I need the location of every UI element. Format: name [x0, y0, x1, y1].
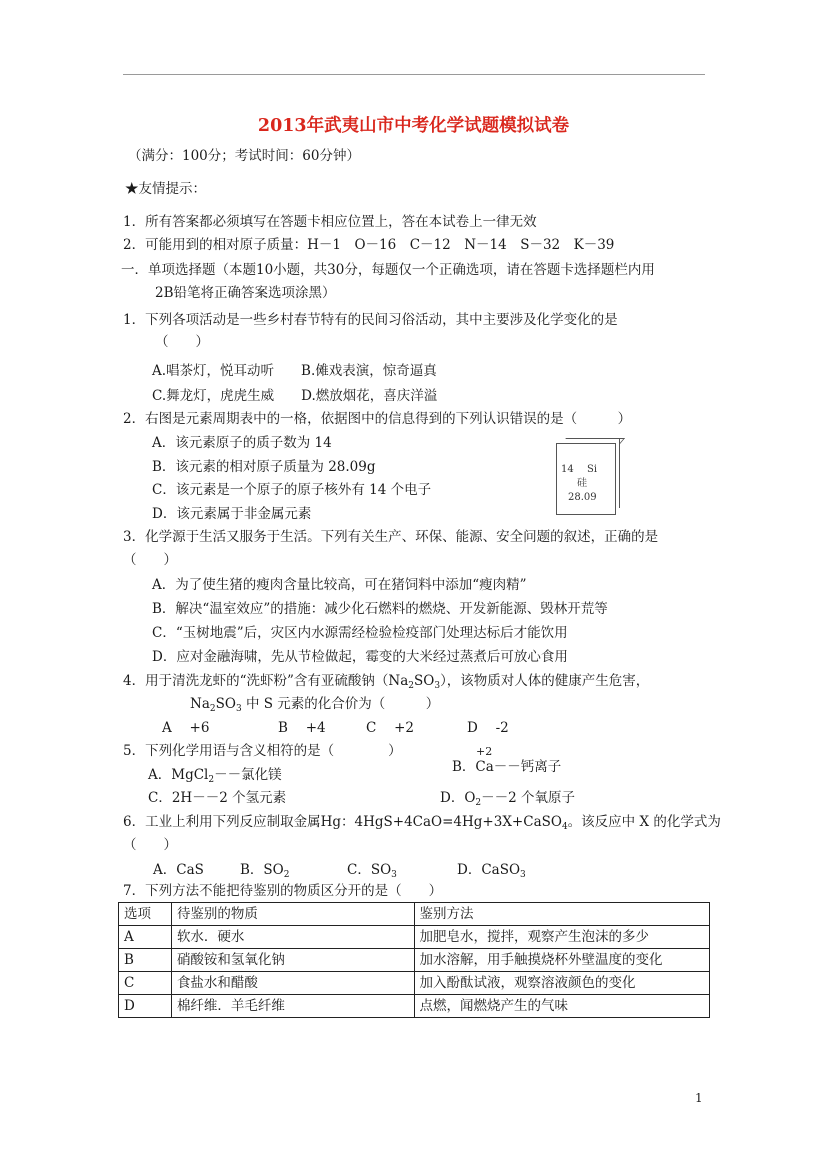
row-substances: 食盐水和醋酸: [171, 972, 414, 995]
row-option: D: [119, 995, 172, 1018]
q3-option-a: A．为了使生猪的瘦肉含量比较高，可在猪饲料中添加“瘦肉精”: [152, 577, 527, 593]
row-option: B: [119, 949, 172, 972]
q5-stem: 5．下列化学用语与含义相符的是（ ）: [123, 743, 402, 759]
header-option: 选项: [119, 903, 172, 926]
header-method: 鉴别方法: [414, 903, 709, 926]
q3-option-d: D．应对金融海啸，先从节检做起，霉变的大米经过蒸煮后可放心食用: [152, 649, 568, 665]
element-name: 硅: [577, 478, 587, 489]
q6-stem: 6．工业上利用下列反应制取金属Hg：4HgS+4CaO=4Hg+3X+CaSO$_4$。该反应中 X 的化学式为: [123, 814, 721, 832]
q2-option-d: D．该元素属于非金属元素: [152, 506, 312, 522]
tip-1: 1．所有答案都必须填写在答题卡相应位置上，答在本试卷上一律无效: [123, 214, 537, 230]
q6-option-c: C．$SO_3$: [347, 862, 397, 880]
tip-2: 2．可能用到的相对原子质量：H－1 O－16 C－12 N－14 S－32 K－39: [123, 237, 615, 253]
q2-option-b: B．该元素的相对原子质量为 28.09g: [152, 459, 376, 475]
q5-option-c: C．2H－－2 个氢元素: [148, 790, 287, 806]
row-method: 加肥皂水，搅拌，观察产生泡沫的多少: [414, 926, 709, 949]
q3-stem: 3．化学源于生活又服务于生活。下列有关生产、环保、能源、安全问题的叙述，正确的是: [123, 529, 659, 545]
q4-option-b: B +4: [278, 720, 326, 736]
q5-charge-superscript: +2: [476, 745, 493, 758]
table-row: [119, 949, 710, 972]
q4-option-c: C +2: [366, 720, 415, 736]
q2-option-c: C．该元素是一个原子的原子核外有 14 个电子: [152, 482, 432, 498]
q4-option-d: D -2: [467, 720, 509, 736]
q5-option-a: A．MgCl$_2$－－氯化镁: [148, 767, 282, 785]
row-method: 点燃，闻燃烧产生的气味: [414, 995, 709, 1018]
table-row: [119, 926, 710, 949]
q4-stem-cont: $Na_2SO_3$ 中 S 元素的化合价为（ ）: [190, 696, 440, 714]
page-title: 2013年武夷山市中考化学试题模拟试卷: [257, 116, 570, 136]
page-number: 1: [695, 1091, 703, 1105]
row-option: A: [119, 926, 172, 949]
row-option: C: [119, 972, 172, 995]
table-row: [119, 972, 710, 995]
header-substances: 待鉴别的物质: [171, 903, 414, 926]
element-atomic-number: 14: [561, 464, 574, 475]
element-mass: 28.09: [568, 492, 597, 503]
q6-option-d: D．CaSO$_3$: [457, 862, 526, 880]
q4-stem: 4．用于清洗龙虾的“洗虾粉”含有亚硫酸钠$(Na_2SO_3)$，该物质对人体的健康产生危害，: [123, 673, 650, 691]
q6-option-a: A．CaS: [153, 862, 204, 878]
q6-blank: （ ）: [123, 837, 177, 853]
q2-option-a: A．该元素原子的质子数为 14: [152, 435, 332, 451]
row-substances: 硝酸铵和氢氧化钠: [171, 949, 414, 972]
q3-option-b: B．解决“温室效应”的措施：减少化石燃料的燃烧、开发新能源、毁林开荒等: [152, 601, 608, 617]
q5-option-b: B．Ca－－钙离子: [452, 759, 562, 775]
element-cell: [556, 443, 616, 515]
exam-info: （满分：100分；考试时间：60分钟）: [128, 148, 360, 164]
element-symbol: Si: [587, 464, 598, 475]
q2-stem: 2．右图是元素周期表中的一格，依据图中的信息得到的下列认识错误的是（ ）: [123, 411, 632, 427]
table-row: [119, 995, 710, 1018]
q4-option-a: A +6: [162, 720, 210, 736]
section-heading: 一．单项选择题（本题10小题，共30分，每题仅一个正确选项，请在答题卡选择题栏内用: [121, 262, 655, 278]
row-substances: 棉纤维．羊毛纤维: [171, 995, 414, 1018]
q3-blank: （ ）: [123, 552, 177, 568]
q3-option-c: C．“玉树地震”后，灾区内水源需经检验检疫部门处理达标后才能饮用: [152, 625, 568, 641]
header-rule: [123, 74, 705, 75]
table-header-row: [119, 903, 710, 926]
row-substances: 软水．硬水: [171, 926, 414, 949]
q7-stem: 7．下列方法不能把待鉴别的物质区分开的是（ ）: [123, 883, 443, 899]
q1-blank: （ ）: [155, 334, 209, 350]
q1-options-cd: C.舞龙灯，虎虎生威 D.燃放烟花，喜庆洋溢: [152, 388, 438, 404]
q7-table: [118, 902, 710, 1018]
q5-option-d: D．$O_2--2$ 个氧原子: [440, 790, 576, 808]
tips-heading: ★友情提示：: [125, 181, 206, 197]
section-heading-cont: 2B铅笔将正确答案选项涂黑）: [155, 285, 336, 301]
q1-options-ab: A.唱茶灯，悦耳动听 B.傩戏表演，惊奇逼真: [152, 363, 437, 379]
q6-option-b: B．$SO_2$: [240, 862, 290, 880]
q1-stem: 1．下列各项活动是一些乡村春节特有的民间习俗活动，其中主要涉及化学变化的是: [123, 312, 618, 328]
row-method: 加水溶解，用手触摸烧杯外壁温度的变化: [414, 949, 709, 972]
row-method: 加入酚酞试液，观察溶液颜色的变化: [414, 972, 709, 995]
